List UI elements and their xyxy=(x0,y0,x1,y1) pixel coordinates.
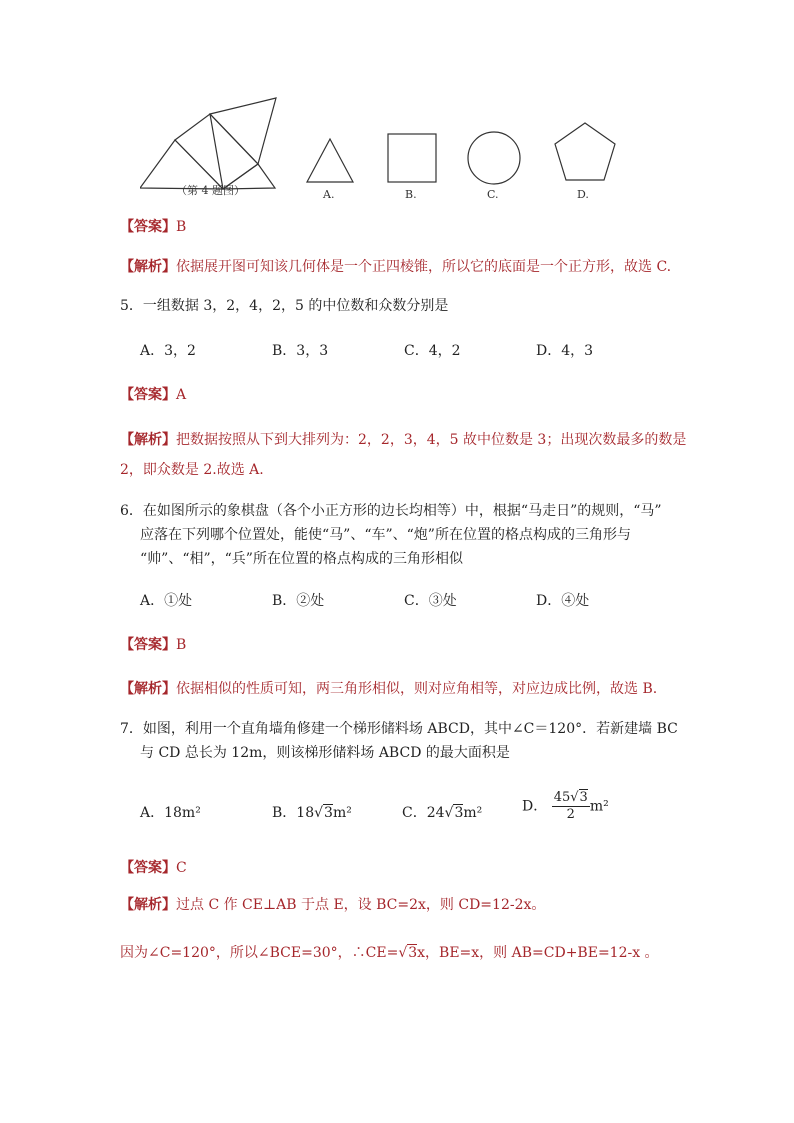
q6-answer xyxy=(120,634,186,654)
option-b-square xyxy=(388,134,436,182)
figure-label-a: A. xyxy=(323,188,335,201)
q7-option-b-unit: m² xyxy=(332,805,352,821)
q5-option-d: D．4，3 xyxy=(536,343,594,359)
q5-answer xyxy=(120,384,186,404)
q7-option-d-numerator: 45 xyxy=(553,790,571,805)
q5-option-c: C．4，2 xyxy=(404,343,461,359)
analysis-line2-radicand: 3 xyxy=(408,945,418,961)
q7-option-d xyxy=(522,790,609,823)
answer-tag: 【答案】 xyxy=(120,637,176,653)
q7-analysis-line2: 因为∠C=120°，所以∠BCE=30°，∴CE=√3x，BE=x，则 AB=CD+BE=12-x 。 xyxy=(120,945,659,961)
net-triangle-left xyxy=(140,140,223,189)
figure-label-b: B. xyxy=(405,188,417,201)
figure-label-c: C. xyxy=(487,188,499,201)
q7-answer xyxy=(120,857,187,877)
q5-analysis-line2: 2，即众数是 2.故选 A. xyxy=(120,462,264,478)
q5-option-b: B．3，3 xyxy=(272,343,329,359)
answer-value: C xyxy=(176,860,187,876)
q7-option-a: A．18m² xyxy=(140,805,201,821)
q7-option-b-prefix: B．18 xyxy=(272,805,315,821)
q6-option-c: C．③处 xyxy=(404,593,457,609)
q7-option-c: C．24√3m² xyxy=(402,805,483,821)
q7-option-d-fraction: $\frac{45√3}{2}$ xyxy=(553,790,588,822)
q7-stem-line2: 与 CD 总长为 12m，则该梯形储料场 ABCD 的最大面积是 xyxy=(140,745,510,761)
q4-answer xyxy=(120,216,186,236)
q6-stem-line3: “帅”、“相”，“兵”所在位置的格点构成的三角形相似 xyxy=(140,551,463,567)
analysis-line2-post: x，BE=x，则 AB=CD+BE=12-x 。 xyxy=(417,945,659,961)
analysis-text: 依据相似的性质可知，两三角形相似，则对应角相等，对应边成比例，故选 B. xyxy=(176,681,658,697)
q7-option-d-prefix: D． xyxy=(522,798,548,815)
answer-value: B xyxy=(176,219,187,235)
analysis-tag: 【解析】 xyxy=(120,259,176,275)
q7-analysis-line1 xyxy=(120,894,545,914)
analysis-tag: 【解析】 xyxy=(120,432,176,448)
q7-option-b-radicand: 3 xyxy=(324,805,333,821)
q6-option-d: D．④处 xyxy=(536,593,590,609)
option-d-pentagon xyxy=(555,123,615,180)
q7-option-d-unit: m² xyxy=(589,798,609,815)
q7-stem-line1: 7．如图，利用一个直角墙角修建一个梯形储料场 ABCD，其中∠C＝120°．若新建墙 BC xyxy=(120,721,678,737)
q6-stem-line2: 应落在下列哪个位置处，能使“马”、“车”、“炮”所在位置的格点构成的三角形与 xyxy=(140,527,631,543)
analysis-line2-pre: 因为∠C=120°，所以∠BCE=30°，∴CE= xyxy=(120,945,399,961)
answer-tag: 【答案】 xyxy=(120,219,176,235)
answer-tag: 【答案】 xyxy=(120,387,176,403)
q6-analysis xyxy=(120,678,657,698)
q6-option-a: A．①处 xyxy=(140,593,193,609)
analysis-tag: 【解析】 xyxy=(120,897,176,913)
answer-value: A xyxy=(176,387,187,403)
analysis-text: 把数据按照从下到大排列为：2，2，3，4，5 故中位数是 3；出现次数最多的数是 xyxy=(176,432,687,448)
analysis-text: 过点 C 作 CE⊥AB 于点 E，设 BC=2x，则 CD=12-2x。 xyxy=(176,897,546,913)
q5-stem: 5．一组数据 3，2，4，2，5 的中位数和众数分别是 xyxy=(120,298,449,314)
q5-analysis-line1 xyxy=(120,429,686,449)
figure-label-d: D. xyxy=(577,188,589,201)
net-triangle-top xyxy=(210,98,276,164)
q7-option-b: B．18√3m² xyxy=(272,805,352,821)
analysis-tag: 【解析】 xyxy=(120,681,176,697)
option-a-triangle xyxy=(307,139,353,182)
q7-option-c-unit: m² xyxy=(463,805,483,821)
q7-option-d-radicand: 3 xyxy=(579,790,588,805)
q4-analysis xyxy=(120,256,671,276)
figure-caption: （第 4 题图） xyxy=(176,184,245,197)
analysis-text: 依据展开图可知该几何体是一个正四棱锥，所以它的底面是一个正方形，故选 C. xyxy=(176,259,672,275)
option-c-circle xyxy=(468,132,520,184)
figure-q4 xyxy=(140,94,640,204)
q5-option-a: A．3，2 xyxy=(140,343,196,359)
answer-value: B xyxy=(176,637,187,653)
q6-option-b: B．②处 xyxy=(272,593,325,609)
q7-option-d-denominator: 2 xyxy=(566,807,575,822)
q7-option-c-prefix: C．24 xyxy=(402,805,445,821)
q7-option-c-radicand: 3 xyxy=(454,805,464,821)
q6-stem-line1: 6．在如图所示的象棋盘（各个小正方形的边长均相等）中，根据“马走日”的规则，“马” xyxy=(120,503,662,519)
answer-tag: 【答案】 xyxy=(120,860,176,876)
